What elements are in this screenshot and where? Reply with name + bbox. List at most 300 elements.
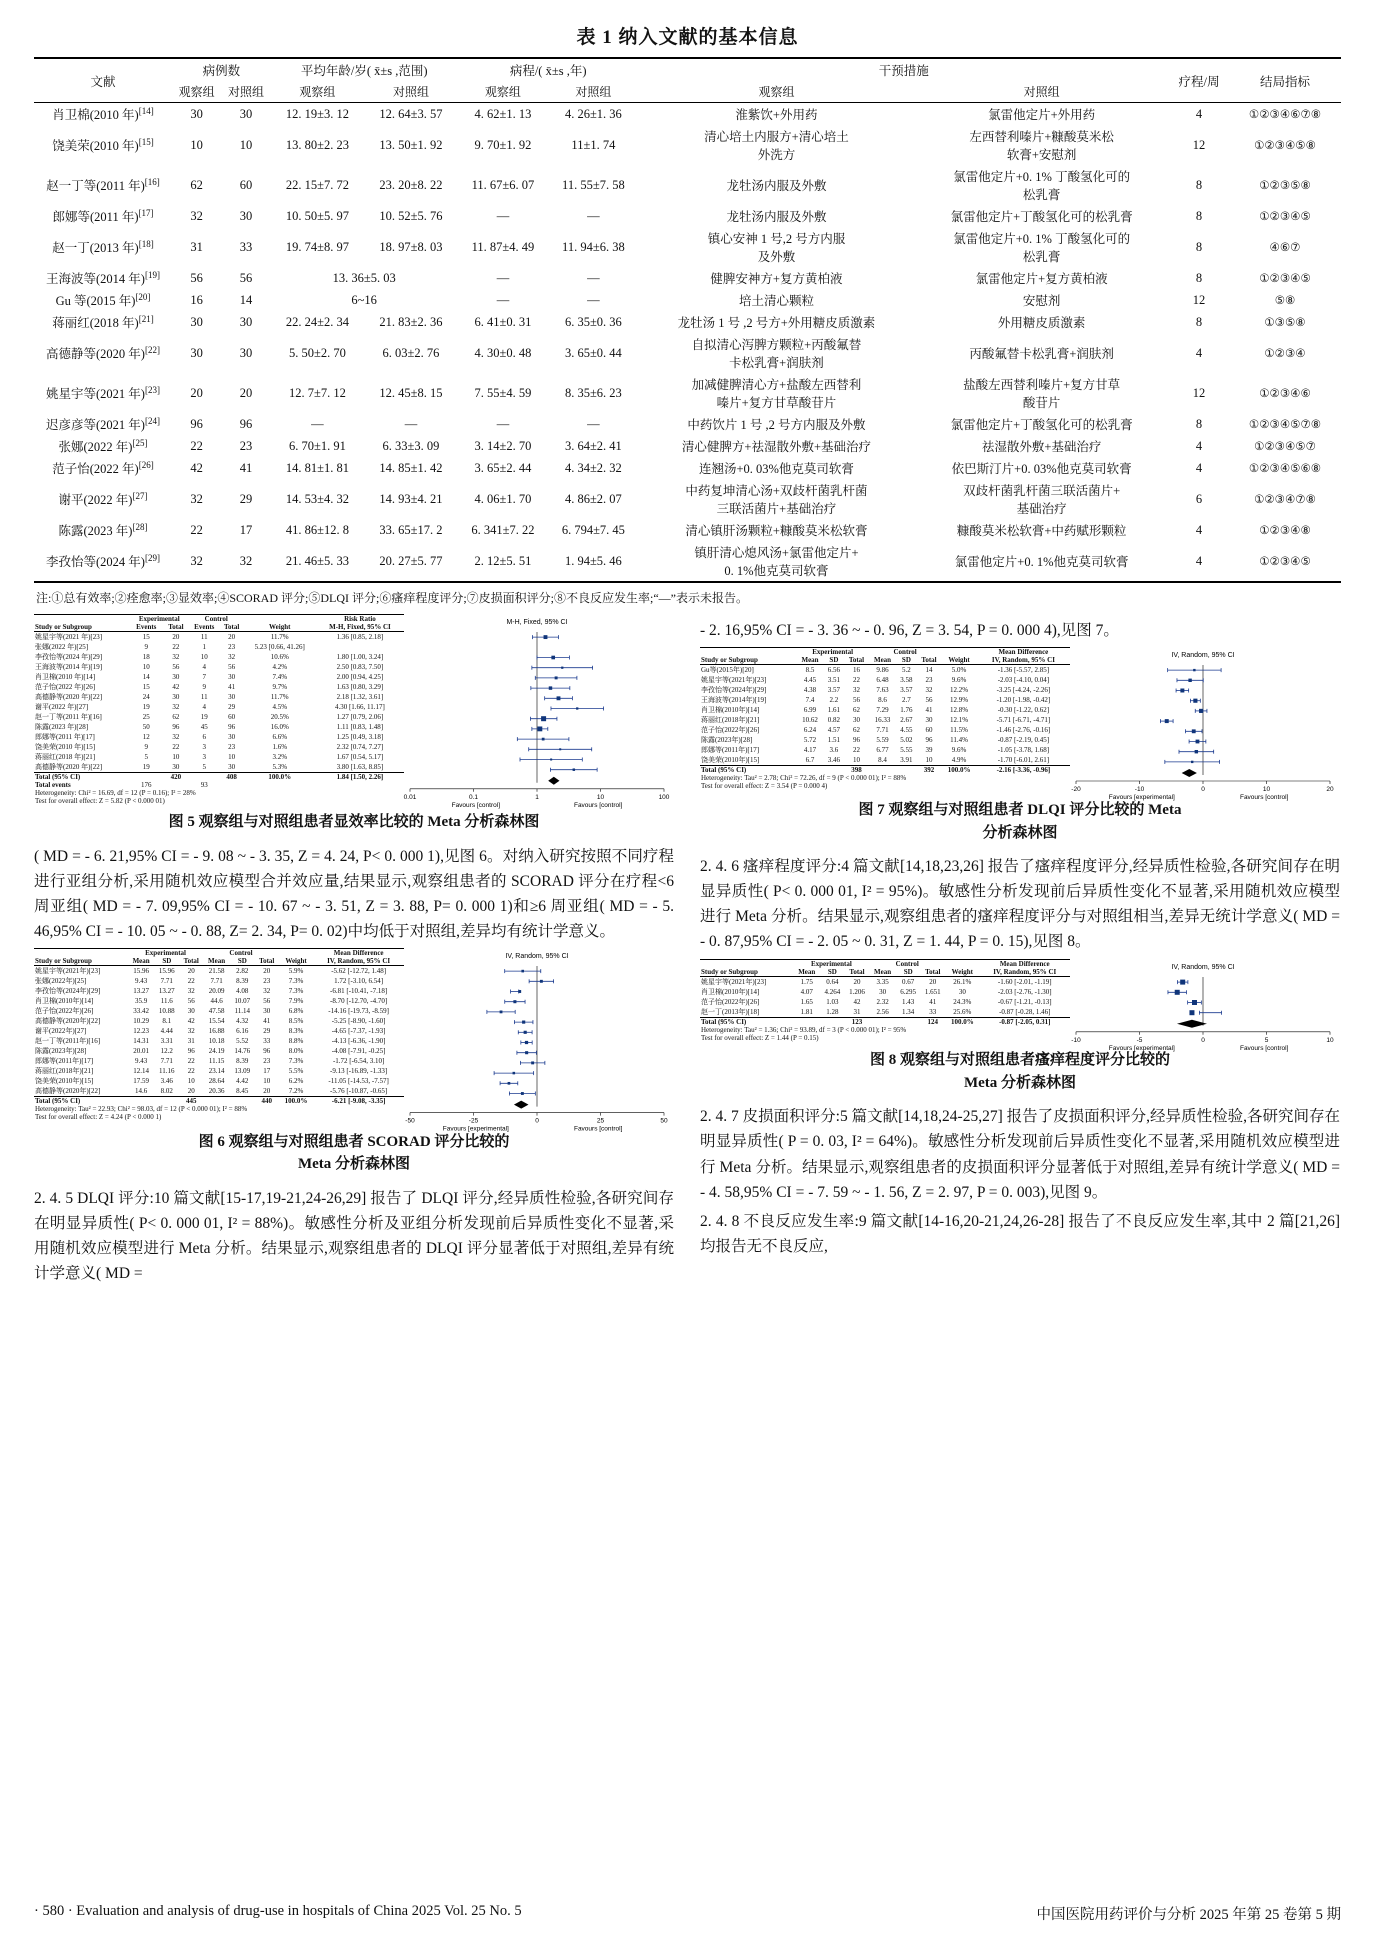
cell-n-obs: 96: [190, 416, 203, 431]
cell-reference: 赵一丁等(2011 年)[16]: [46, 176, 160, 193]
svg-text:0: 0: [1201, 786, 1205, 794]
svg-text:25: 25: [596, 1117, 605, 1125]
th-obs-n: 观察组: [178, 85, 215, 99]
th-ctl-age: 对照组: [392, 85, 429, 99]
section-2-4-6-pruritus: 2. 4. 6 瘙痒程度评分:4 篇文献[14,18,23,26] 报告了瘙痒程度评分,经异质性检验,各研究间存在明显异质性( P< 0. 000 01, I² = 95%)。敏感性分析发现前后异质性变化不显著,采用随机效应模型进行 Meta 分析。结果显示,观察组患者的瘙痒程度评分与对照组相当,差异无统计学意义( MD = - 0. 87,95% CI = - 2. 05 ~ 0. 31, Z = 1. 44, P = 0. 15),见图 8。: [700, 858, 1340, 951]
cell-n-obs: 32: [190, 553, 203, 568]
cell-n-ctl: 30: [239, 208, 253, 223]
table-row: [34, 479, 1341, 519]
cell-age-obs: 12. 7±7. 12: [288, 385, 346, 400]
th-obs-course: 观察组: [484, 85, 521, 99]
cell-age-obs: 14. 53±4. 32: [285, 491, 349, 506]
cell-n-ctl: 17: [239, 522, 253, 537]
svg-text:10: 10: [1262, 786, 1271, 794]
svg-text:0: 0: [535, 1117, 539, 1125]
cell-course-obs: —: [496, 270, 510, 285]
cell-reference: Gu 等(2015 年)[20]: [55, 291, 151, 308]
cell-n-ctl: 33: [239, 239, 253, 254]
figure-5-caption: 图 5 观察组与对照组患者显效率比较的 Meta 分析森林图: [168, 814, 540, 830]
cell-course-ctl: 11. 55±7. 58: [562, 177, 625, 192]
cell-outcomes: ①②③④⑤⑧: [1254, 140, 1316, 152]
cell-weeks: 4: [1195, 460, 1203, 475]
table-row: [34, 289, 1341, 311]
cell-reference: 郎娜等(2011 年)[17]: [52, 207, 154, 224]
cell-intervention-obs: 自拟清心泻脾方颗粒+丙酸氟替 卡松乳膏+润肤剂: [691, 338, 862, 370]
figure-6-caption: [34, 1131, 674, 1176]
svg-text:Favours [control]: Favours [control]: [1239, 1044, 1289, 1052]
forest-row: 张娜(2022 年)[25] 9 22 1 23 5.23 [0.66, 41.26]: [35, 643, 305, 651]
th-age: 平均年龄/岁( x̄±s ,范围): [300, 64, 428, 78]
cell-age-ctl: 20. 27±5. 77: [379, 553, 443, 568]
table-row: [34, 125, 1341, 165]
cell-age-ctl: 6. 33±3. 09: [382, 438, 440, 453]
th-ctl-int: 对照组: [1023, 85, 1060, 99]
cell-reference: 李孜怡等(2024 年)[29]: [46, 552, 160, 569]
cell-intervention-obs: 龙牡汤内服及外敷: [726, 210, 827, 224]
cell-intervention-ctl: 氯雷他定片+外用药: [988, 108, 1096, 122]
forest-row: 范子怡(2022年)[26] 33.42 10.88 30 47.58 11.14 30 6.8% -14.16 [-19.73, -8.59]: [35, 1006, 389, 1015]
paragraph-scorad-subgroup: ( MD = - 6. 21,95% CI = - 9. 08 ~ - 3. 35, Z = 4. 24, P< 0. 000 1),见图 6。对纳入研究按照不同疗程进行亚组分析,采用随机效应模型合并效应量,结果显示,观察组患者的 SCORAD 评分在疗程<6 周亚组( MD = - 7. 09,95% CI = - 10. 67 ~ - 3. 51, Z = 3. 88, P= 0. 000 1)和≥6 周亚组( MD = - 5. 46,95% CI = - 10. 05 ~ - 0. 88, Z= 2. 34, P= 0. 02)中均低于对照组,差异均有统计学意义。: [34, 847, 674, 940]
cell-age-ctl: 21. 83±2. 36: [379, 314, 443, 329]
forest-row: 高德静等(2020年)[22] 10.29 8.1 42 15.54 4.32 41 8.5% -5.25 [-8.90, -1.60]: [35, 1016, 386, 1025]
cell-weeks: 8: [1195, 270, 1203, 285]
figure-7-caption-line2: 分析森林图: [982, 824, 1058, 841]
cell-weeks: 8: [1195, 314, 1203, 329]
cell-intervention-obs: 中药复坤清心汤+双歧杆菌乳杆菌 三联活菌片+基础治疗: [685, 484, 868, 516]
cell-intervention-obs: 加减健脾清心方+盐酸左西替利 嗪片+复方甘草酸苷片: [691, 378, 862, 410]
cell-intervention-obs: 连翘汤+0. 03%他克莫司软膏: [698, 462, 854, 476]
forest-row: 饶美荣(2010年)[15] 6.7 3.46 10 8.4 3.91 10 4.9% -1.70 [-6.01, 2.61]: [701, 756, 1050, 765]
svg-text:-20: -20: [1071, 786, 1081, 794]
cell-weeks: 4: [1195, 106, 1203, 121]
figure-7-caption-line1: 图 7 观察组与对照组患者 DLQI 评分比较的 Meta: [858, 802, 1182, 819]
svg-text:IV, Random, 95% CI: IV, Random, 95% CI: [1171, 652, 1235, 660]
table-note: 注:①总有效率;②痊愈率;③显效率;④SCORAD 评分;⑤DLQI 评分;⑥瘙痒程度评分;⑦皮损面积评分;⑧不良反应发生率;“—”表示未报告。: [36, 591, 749, 605]
cell-intervention-obs: 清心培土内服方+清心培土 外洗方: [704, 130, 849, 162]
cell-n-obs: 30: [190, 106, 203, 121]
cell-outcomes: ①②③④⑤⑦: [1254, 441, 1316, 453]
cell-age-obs: 22. 15±7. 72: [285, 177, 349, 192]
cell-n-ctl: 23: [239, 438, 253, 453]
cell-age-ctl: 13. 50±1. 92: [379, 137, 443, 152]
cell-age-ctl: —: [404, 416, 418, 431]
cell-course-ctl: 4. 86±2. 07: [564, 491, 622, 506]
cell-course-obs: 3. 65±2. 44: [474, 460, 532, 475]
cell-weeks: 12: [1192, 292, 1206, 307]
svg-text:Favours [control]: Favours [control]: [573, 1125, 623, 1133]
table-row: [34, 205, 1341, 227]
cell-n-ctl: 29: [239, 491, 253, 506]
svg-text:Favours [experimental]: Favours [experimental]: [1108, 1044, 1175, 1052]
cell-course-ctl: 3. 64±2. 41: [564, 438, 622, 453]
svg-text:Favours [control]: Favours [control]: [1239, 794, 1289, 802]
cell-course-obs: 11. 87±4. 49: [471, 239, 535, 254]
forest-row: 范子怡(2022 年)[26] 15 42 9 41 9.7% 1.63 [0.80, 3.29]: [35, 683, 384, 691]
cell-n-ctl: 14: [239, 292, 253, 307]
cell-intervention-obs: 中药饮片 1 号 ,2 号方内服及外敷: [687, 418, 866, 432]
cell-outcomes: ④⑥⑦: [1269, 242, 1301, 254]
cell-age-obs: 14. 81±1. 81: [285, 460, 349, 475]
cell-intervention-ctl: 氯雷他定片+丁酸氢化可的松乳膏: [950, 210, 1133, 224]
cell-weeks: 4: [1195, 345, 1203, 360]
cell-weeks: 4: [1195, 522, 1203, 537]
svg-text:Favours [experimental]: Favours [experimental]: [1108, 794, 1175, 802]
table-section: [34, 22, 1341, 606]
footer-left: · 580 · Evaluation and analysis of drug-use in hospitals of China 2025 Vol. 25 No. 5: [34, 1903, 522, 1919]
cell-n-obs: 42: [190, 460, 203, 475]
cell-intervention-ctl: 依巴斯汀片+0. 03%他克莫司软膏: [951, 462, 1132, 476]
cell-n-obs: 32: [190, 491, 203, 506]
cell-age-obs: —: [311, 416, 324, 431]
forest-row: 范子怡(2022年)[26] 1.65 1.03 42 2.32 1.43 41 24.3% -0.67 [-1.21, -0.13]: [701, 997, 1052, 1006]
cell-weeks: 4: [1195, 553, 1203, 568]
table-row: [34, 227, 1341, 267]
table-row: [34, 457, 1341, 479]
svg-text:-5: -5: [1136, 1036, 1143, 1044]
svg-text:10: 10: [1326, 1036, 1334, 1044]
two-column-body: [34, 614, 1341, 1290]
forest-row: 肖卫棉(2010年)[14] 6.99 1.61 62 7.29 1.76 41 12.8% -0.30 [-1.22, 0.62]: [701, 706, 1050, 715]
cell-reference: 谢平(2022 年)[27]: [58, 490, 148, 507]
forest-row: 姚星宇等(2021年)[23] 15.96 15.96 20 21.58 2.82 20 5.9% -5.62 [-12.72, 1.48]: [35, 966, 387, 975]
cell-intervention-ctl: 双歧杆菌乳杆菌三联活菌片+ 基础治疗: [963, 484, 1121, 516]
cell-intervention-ctl: 祛湿散外敷+基础治疗: [981, 440, 1102, 454]
forest-row: 王海波等(2014 年)[19] 10 56 4 56 4.2% 2.50 [0.83, 7.50]: [35, 663, 384, 671]
figure-8-caption-line2: Meta 分析森林图: [963, 1074, 1077, 1091]
included-studies-table: [34, 57, 1341, 583]
cell-reference: 高德静等(2020 年)[22]: [46, 344, 160, 361]
cell-age-ctl: 18. 97±8. 03: [379, 239, 443, 254]
cell-intervention-obs: 镇肝清心熄风汤+氯雷他定片+ 0. 1%他克莫司软膏: [694, 546, 859, 578]
cell-outcomes: ①③⑤⑧: [1264, 317, 1306, 329]
cell-weeks: 8: [1195, 208, 1203, 223]
left-column: [34, 614, 674, 1290]
cell-age-obs: 6. 70±1. 91: [288, 438, 346, 453]
cell-weeks: 12: [1192, 385, 1206, 400]
cell-intervention-obs: 镇心安神 1 号,2 号方内服 及外敷: [707, 232, 846, 264]
table-header-row: [34, 58, 1341, 81]
cell-intervention-ctl: 氯雷他定片+0. 1% 丁酸氢化可的 松乳膏: [953, 170, 1131, 202]
cell-intervention-ctl: 外用糖皮质激素: [997, 316, 1086, 330]
svg-text:Favours [experimental]: Favours [experimental]: [442, 1125, 509, 1133]
cell-outcomes: ①②③④⑤⑥⑧: [1248, 463, 1322, 475]
cell-outcomes: ⑤⑧: [1274, 295, 1296, 307]
svg-text:0.01: 0.01: [403, 793, 417, 801]
svg-text:Favours [control]: Favours [control]: [451, 801, 501, 809]
cell-n-obs: 32: [190, 208, 203, 223]
cell-course-ctl: 4. 26±1. 36: [564, 106, 622, 121]
th-course: 病程/( x̄±s ,年): [509, 64, 587, 78]
forest-row: 张娜(2022年)[25] 9.43 7.71 22 7.71 8.39 23 7.3% 1.72 [-3.10, 6.54]: [35, 976, 384, 985]
th-ctl-n: 对照组: [227, 85, 264, 99]
cell-course-obs: 4. 06±1. 70: [474, 491, 532, 506]
cell-age: 6~16: [351, 292, 377, 307]
footer-right: 中国医院用药评价与分析 2025 年第 25 卷第 5 期: [1036, 1907, 1341, 1923]
cell-course-obs: —: [496, 208, 510, 223]
forest-plot-graphic: [1070, 961, 1336, 1052]
forest-row: 陈露(2023 年)[28] 50 96 45 96 16.0% 1.11 [0.83, 1.48]: [35, 723, 384, 731]
section-2-4-7-lesion-area: 2. 4. 7 皮损面积评分:5 篇文献[14,18,24-25,27] 报告了皮损面积评分,经异质性检验,各研究间存在明显异质性( P = 0. 03, I² = 64%)。敏感性分析发现前后异质性变化不显著,采用随机效应模型进行 Meta 分析。结果显示,观察组患者的皮损面积评分显著低于对照组,差异有统计学意义( MD = - 4. 58,95% CI = - 7. 59 ~ - 1. 56, Z = 2. 97, P = 0. 003),见图 9。: [700, 1108, 1340, 1201]
cell-intervention-ctl: 氯雷他定片+0. 1%他克莫司软膏: [954, 555, 1129, 569]
forest-row: 赵一丁等(2011年)[16] 14.31 3.31 31 10.18 5.52 33 8.8% -4.13 [-6.36, -1.90]: [35, 1036, 386, 1045]
figure-8-caption-line1: 图 8 观察组与对照组患者瘙痒程度评分比较的: [869, 1052, 1170, 1069]
svg-text:-10: -10: [1134, 786, 1145, 794]
svg-text:20: 20: [1326, 786, 1334, 794]
cell-course-ctl: 6. 35±0. 36: [564, 314, 622, 329]
cell-outcomes: ①②③⑤⑧: [1259, 180, 1311, 192]
cell-age: 13. 36±5. 03: [332, 270, 396, 285]
cell-reference: 迟彦彦等(2021 年)[24]: [46, 415, 160, 432]
cell-course-obs: 4. 62±1. 13: [474, 106, 532, 121]
svg-text:0.1: 0.1: [468, 793, 479, 801]
cell-course-obs: 7. 55±4. 59: [474, 385, 532, 400]
table-row: [34, 519, 1341, 541]
cell-intervention-ctl: 盐酸左西替利嗪片+复方甘草 酸苷片: [963, 378, 1121, 410]
table-row: [34, 435, 1341, 457]
th-ctl-course: 对照组: [575, 85, 612, 99]
cell-course-ctl: 8. 35±6. 23: [564, 385, 622, 400]
figure-6-caption-line2: Meta 分析森林图: [297, 1156, 411, 1173]
cell-reference: 陈露(2023 年)[28]: [58, 521, 148, 538]
cell-course-ctl: —: [587, 208, 600, 223]
cell-outcomes: ①②③④⑦⑧: [1254, 494, 1316, 506]
forest-row: 谢平(2022 年)[27] 19 32 4 29 4.5% 4.30 [1.66, 11.17]: [35, 703, 385, 711]
cell-course-ctl: 6. 794±7. 45: [561, 522, 625, 537]
cell-course-ctl: —: [587, 270, 600, 285]
forest-row: 郎娜等(2011年)[17] 4.17 3.6 22 6.77 5.55 39 9.6% -1.05 [-3.78, 1.68]: [701, 746, 1050, 755]
cell-age-obs: 19. 74±8. 97: [285, 239, 349, 254]
cell-outcomes: ①②③④⑧: [1259, 525, 1311, 537]
forest-row: 郎娜等(2011 年)[17] 12 32 6 30 6.6% 1.25 [0.49, 3.18]: [35, 733, 384, 741]
cell-reference: 范子怡(2022 年)[26]: [52, 459, 154, 476]
cell-intervention-obs: 清心健脾方+祛湿散外敷+基础治疗: [681, 440, 872, 454]
cell-outcomes: ①②③④⑤: [1259, 556, 1311, 568]
svg-text:M-H, Fixed, 95% CI: M-H, Fixed, 95% CI: [506, 619, 568, 626]
forest-row: 姚星宇等(2021 年)[23] 15 20 11 20 11.7% 1.36 [0.85, 2.18]: [35, 633, 384, 641]
table-title: 表 1 纳入文献的基本信息: [576, 27, 799, 48]
forest-row: 高德静等(2020 年)[22] 24 30 11 30 11.7% 2.18 [1.32, 3.61]: [35, 693, 384, 701]
table-row: [34, 267, 1341, 289]
cell-weeks: 8: [1195, 239, 1203, 254]
cell-age-ctl: 14. 85±1. 42: [379, 460, 443, 475]
cell-n-ctl: 32: [239, 553, 253, 568]
table-row: [34, 165, 1341, 205]
forest-row: 饶美荣(2010 年)[15] 9 22 3 23 1.6% 2.32 [0.74, 7.27]: [35, 743, 384, 751]
svg-text:Favours [control]: Favours [control]: [573, 801, 623, 809]
cell-weeks: 12: [1192, 137, 1206, 152]
cell-age-ctl: 12. 45±8. 15: [379, 385, 443, 400]
cell-n-obs: 30: [190, 314, 203, 329]
cell-n-obs: 22: [190, 522, 203, 537]
cell-reference: 肖卫棉(2010 年)[14]: [52, 105, 154, 122]
forest-row: 李孜怡等(2024年)[29] 13.27 13.27 32 20.09 4.08 32 7.3% -6.81 [-10.41, -7.18]: [35, 986, 388, 995]
cell-weeks: 4: [1195, 438, 1203, 453]
cell-reference: 蒋丽红(2018 年)[21]: [52, 313, 154, 330]
forest-row: 郎娜等(2011年)[17] 9.43 7.71 22 11.15 8.39 23 7.3% -1.72 [-6.54, 3.10]: [35, 1056, 385, 1065]
forest-row: 陈露(2023年)[28] 5.72 1.51 96 5.59 5.02 96 11.4% -0.87 [-2.19, 0.45]: [701, 736, 1050, 745]
cell-outcomes: ①②③④⑤: [1259, 211, 1311, 223]
cell-outcomes: ①②③④⑥: [1259, 388, 1311, 400]
cell-age-ctl: 33. 65±17. 2: [379, 522, 443, 537]
cell-n-obs: 56: [190, 270, 203, 285]
cell-course-obs: —: [496, 292, 510, 307]
cell-outcomes: ①②③④⑤⑦⑧: [1248, 419, 1322, 431]
paragraph-dlqi-result: - 2. 16,95% CI = - 3. 36 ~ - 0. 96, Z = 3. 54, P = 0. 000 4),见图 7。: [700, 622, 1119, 639]
cell-n-obs: 10: [190, 137, 203, 152]
th-ref: 文献: [90, 74, 116, 89]
figure-8-forest-plot: Experimental Control Mean Difference Study or Subgroup Mean SD Total Mean SD Total Weight IV, Random, 95% CI 姚星宇等(2021年)[23] 1.75 0.64 20 3.35 0.67 20 26.1% -1.60 [-2.01, -1.19] 肖卫棉(2010年)[14] 4.07 4.264 1.206 30 6.295 1.651 30 -2.03 [-2.76, -1.30] 范子怡(2022年)[26] 1.65 1.03 42 2.32 1.43 41 24.3% -0.67 [-1.21, -0.13] 赵一丁(2013年)[18] 1.81 1.28 31 2.56 1.34 33 25.6% -0.87 [-0.28, 1.46] Total (95% CI) 123 124 100.0% -0.87 [-2.05, 0.31] Heterogeneity: Tau² = 1.36; Chi² = 93.89, df = 3 (P < 0.000 01); I² = 95% Test for overall effect: Z = 1.44 (P = 0.15) IV, Random, 95% CI -10 -5 0 5 10 Favours [experimental] Favours [control]: [700, 959, 1340, 1044]
forest-row: 陈露(2023年)[28] 20.01 12.2 96 24.19 14.76 96 8.0% -4.08 [-7.91, -0.25]: [35, 1046, 386, 1055]
cell-n-ctl: 60: [239, 177, 253, 192]
cell-n-obs: 31: [190, 239, 203, 254]
cell-age-ctl: 23. 20±8. 22: [379, 177, 443, 192]
svg-text:1: 1: [535, 793, 539, 801]
forest-plot-graphic: [404, 950, 670, 1133]
forest-row: 饶美荣(2010年)[15] 17.59 3.46 10 28.64 4.42 10 6.2% -11.05 [-14.53, -7.57]: [35, 1076, 389, 1085]
forest-row: 赵一丁等(2011 年)[16] 25 62 19 60 20.5% 1.27 [0.79, 2.06]: [35, 713, 384, 721]
cell-n-obs: 22: [190, 438, 203, 453]
cell-course-obs: 6. 341±7. 22: [471, 522, 535, 537]
cell-course-obs: 4. 30±0. 48: [474, 345, 532, 360]
section-2-4-8-adverse-events: 2. 4. 8 不良反应发生率:9 篇文献[14-16,20-21,24,26-28] 报告了不良反应发生率,其中 2 篇[21,26] 均报告无不良反应,: [700, 1212, 1340, 1255]
page-footer: [34, 1903, 1341, 1924]
forest-row: 肖卫棉(2010 年)[14] 14 30 7 30 7.4% 2.00 [0.94, 4.25]: [35, 673, 384, 681]
cell-intervention-ctl: 左西替利嗪片+糠酸莫米松 软膏+安慰剂: [969, 130, 1114, 162]
forest-plot-graphic: [1070, 649, 1336, 802]
forest-row: 姚星宇等(2021年)[23] 1.75 0.64 20 3.35 0.67 20 26.1% -1.60 [-2.01, -1.19]: [701, 977, 1052, 986]
forest-row: Gu等(2015年)[20] 8.5 6.56 16 9.86 5.2 14 5.0% -1.36 [-5.57, 2.85]: [701, 666, 1050, 675]
cell-intervention-obs: 龙牡汤内服及外敷: [726, 179, 827, 193]
figure-5-forest-plot: Experimental Control Risk Ratio Study or Subgroup Events Total Events Total Weight M-H, Fixed, 95% CI 姚星宇等(2021 年)[23] 15 20 11 20 11.7% 1.36 [0.85, 2.18] 张娜(2022 年)[25] 9 22 1 23 5.23 [0.66, 41.26] 李孜怡等(2024 年)[29] 18 32 10 32 10.6% 1.80 [1.00, 3.24] 王海波等(2014 年)[19] 10 56 4 56 4.2% 2.50 [0.83, 7.50] 肖卫棉(2010 年)[14] 14 30 7 30 7.4% 2.00 [0.94, 4.25] 范子怡(2022 年)[26] 15 42 9 41 9.7% 1.63 [0.80, 3.29] 高德静等(2020 年)[22] 24 30 11 30 11.7% 2.18 [1.32, 3.61] 谢平(2022 年)[27] 19 32 4 29 4.5% 4.30 [1.66, 11.17] 赵一丁等(2011 年)[16] 25 62 19 60 20.5% 1.27 [0.79, 2.06] 陈露(2023 年)[28] 50 96 45 96 16.0% 1.11 [0.83, 1.48] 郎娜等(2011 年)[17] 12 32 6 30 6.6% 1.25 [0.49, 3.18] 饶美荣(2010 年)[15] 9 22 3 23 1.6% 2.32 [0.74, 7.27] 蒋丽红(2018 年)[21] 5 10 3 10 3.2% 1.67 [0.54, 5.17] 高德静等(2020 年)[22] 19 30 5 30 5.3% 3.80 [1.63, 8.85] Total (95% CI) 420 408 100.0% 1.84 [1.50, 2.26] Total events 176 93 Heterogeneity: Chi² = 16.69, df = 12 (P = 0.16); I² = 28% Test for overall effect: Z = 5.82 (P < 0.000 01) M-H, Fixed, 95% CI 0.01 0.1 1 10 100 Favours [control] Favours [control]: [34, 614, 674, 805]
forest-row: 范子怡(2022年)[26] 6.24 4.57 62 7.71 4.55 60 11.5% -1.46 [-2.76, -0.16]: [701, 726, 1051, 735]
cell-weeks: 6: [1195, 491, 1203, 506]
section-2-4-5-dlqi: 2. 4. 5 DLQI 评分:10 篇文献[15-17,19-21,24-26,29] 报告了 DLQI 评分,经异质性检验,各研究间存在明显异质性( P< 0. 000 01, I² = 88%)。敏感性分析及亚组分析发现前后异质性变化不显著,采用随机效应模型进行 Meta 分析。结果显示,观察组患者的 DLQI 评分显著低于对照组,差异有统计学意义( MD =: [34, 1189, 674, 1282]
forest-row: 李孜怡等(2024年)[29] 4.38 3.57 32 7.63 3.57 32 12.2% -3.25 [-4.24, -2.26]: [701, 686, 1051, 695]
forest-row: 蒋丽红(2018年)[21] 10.62 0.82 30 16.33 2.67 30 12.1% -5.71 [-6.71, -4.71]: [701, 716, 1051, 725]
right-column: [700, 614, 1340, 1290]
forest-row: 蒋丽红(2018年)[21] 12.14 11.16 22 23.14 13.09 17 5.5% -9.13 [-16.89, -1.33]: [35, 1066, 388, 1075]
cell-n-ctl: 96: [239, 416, 253, 431]
th-obs-int: 观察组: [758, 85, 795, 99]
cell-age-obs: 22. 24±2. 34: [285, 314, 349, 329]
cell-intervention-ctl: 氯雷他定片+0. 1% 丁酸氢化可的 松乳膏: [953, 232, 1131, 264]
cell-age-obs: 41. 86±12. 8: [285, 522, 349, 537]
cell-course-ctl: 11. 94±6. 38: [562, 239, 625, 254]
cell-reference: 王海波等(2014 年)[19]: [46, 269, 160, 286]
cell-age-obs: 12. 19±3. 12: [285, 106, 349, 121]
cell-course-ctl: 1. 94±5. 46: [564, 553, 622, 568]
cell-intervention-ctl: 丙酸氟替卡松乳膏+润肤剂: [969, 347, 1114, 361]
cell-weeks: 8: [1195, 177, 1203, 192]
cell-age-obs: 5. 50±2. 70: [288, 345, 346, 360]
table-row: [34, 311, 1341, 333]
th-intervention: 干预措施: [878, 64, 929, 78]
svg-text:0: 0: [1201, 1036, 1205, 1044]
table-row: [34, 541, 1341, 582]
cell-n-ctl: 41: [239, 460, 253, 475]
figure-6-caption-line1: 图 6 观察组与对照组患者 SCORAD 评分比较的: [198, 1133, 510, 1150]
forest-row: 王海波等(2014年)[19] 7.4 2.2 56 8.6 2.7 56 12.9% -1.20 [-1.98, -0.42]: [701, 696, 1051, 705]
cell-intervention-ctl: 氯雷他定片+丁酸氢化可的松乳膏: [950, 418, 1133, 432]
cell-course-obs: 11. 67±6. 07: [471, 177, 535, 192]
cell-course-ctl: 4. 34±2. 32: [564, 460, 622, 475]
cell-course-obs: 3. 14±2. 70: [474, 438, 532, 453]
cell-n-obs: 16: [190, 292, 203, 307]
cell-intervention-ctl: 氯雷他定片+复方黄柏液: [975, 272, 1108, 286]
forest-row: 李孜怡等(2024 年)[29] 18 32 10 32 10.6% 1.80 [1.00, 3.24]: [35, 653, 384, 661]
cell-intervention-obs: 培土清心颗粒: [738, 294, 814, 308]
cell-n-ctl: 30: [239, 106, 253, 121]
cell-intervention-obs: 龙牡汤 1 号 ,2 号方+外用糖皮质激素: [677, 316, 876, 330]
table-row: [34, 103, 1341, 126]
th-obs-age: 观察组: [299, 85, 336, 99]
cell-n-obs: 30: [190, 345, 203, 360]
svg-text:-25: -25: [468, 1117, 479, 1125]
table-body: [34, 103, 1341, 583]
forest-row: 谢平(2022年)[27] 12.23 4.44 32 16.88 6.16 29 8.3% -4.65 [-7.37, -1.93]: [35, 1026, 386, 1035]
cell-age-ctl: 10. 52±5. 76: [379, 208, 443, 223]
cell-course-ctl: 3. 65±0. 44: [564, 345, 622, 360]
cell-age-obs: 21. 46±5. 33: [285, 553, 349, 568]
cell-intervention-obs: 清心镇肝汤颗粒+糠酸莫米松软膏: [685, 524, 868, 538]
cell-course-obs: 9. 70±1. 92: [474, 137, 532, 152]
cell-intervention-obs: 淮紫饮+外用药: [735, 108, 818, 122]
th-outcome: 结局指标: [1259, 74, 1310, 89]
svg-text:50: 50: [660, 1117, 668, 1125]
forest-plot-graphic: [403, 616, 670, 809]
cell-course-ctl: —: [587, 416, 600, 431]
cell-course-obs: —: [496, 416, 510, 431]
svg-text:-50: -50: [405, 1117, 415, 1125]
cell-reference: 赵一丁(2013 年)[18]: [52, 238, 154, 255]
svg-text:100: 100: [658, 793, 670, 801]
cell-age-ctl: 14. 93±4. 21: [379, 491, 443, 506]
cell-course-ctl: —: [587, 292, 600, 307]
cell-age-ctl: 6. 03±2. 76: [382, 345, 440, 360]
figure-6-forest-plot: Experimental Control Mean Difference Study or Subgroup Mean SD Total Mean SD Total Weight IV, Random, 95% CI 姚星宇等(2021年)[23] 15.96 15.96 20 21.58 2.82 20 5.9% -5.62 [-12.72, 1.48] 张娜(2022年)[25] 9.43 7.71 22 7.71 8.39 23 7.3% 1.72 [-3.10, 6.54] 李孜怡等(2024年)[29] 13.27 13.27 32 20.09 4.08 32 7.3% -6.81 [-10.41, -7.18] 肖卫棉(2010年)[14] 35.9 11.6 56 44.6 10.07 56 7.9% -8.70 [-12.70, -4.70] 范子怡(2022年)[26] 33.42 10.88 30 47.58 11.14 30 6.8% -14.16 [-19.73, -8.59] 高德静等(2020年)[22] 10.29 8.1 42 15.54 4.32 41 8.5% -5.25 [-8.90, -1.60] 谢平(2022年)[27] 12.23 4.44 32 16.88 6.16 29 8.3% -4.65 [-7.37, -1.93] 赵一丁等(2011年)[16] 14.31 3.31 31 10.18 5.52 33 8.8% -4.13 [-6.36, -1.90] 陈露(2023年)[28] 20.01 12.2 96 24.19 14.76 96 8.0% -4.08 [-7.91, -0.25] 郎娜等(2011年)[17] 9.43 7.71 22 11.15 8.39 23 7.3% -1.72 [-6.54, 3.10] 蒋丽红(2018年)[21] 12.14 11.16 22 23.14 13.09 17 5.5% -9.13 [-16.89, -1.33] 饶美荣(2010年)[15] 17.59 3.46 10 28.64 4.42 10 6.2% -11.05 [-14.53, -7.57] 高德静等(2020年)[22] 14.6 8.02 20 20.36 8.45 20 7.2% -5.76 [-10.87, -0.65] Total (95% CI) 445 440 100.0% -6.21 [-9.08, -3.35] Heterogeneity: Tau² = 22.93; Chi² = 98.03, df = 12 (P < 0.000 01); I² = 88% Test for overall effect: Z = 4.24 (P < 0.000 1) IV, Random, 95% CI -50 -25 0 25 50 Favours [experimental] Favours [control]: [34, 948, 674, 1125]
forest-row: 高德静等(2020 年)[22] 19 30 5 30 5.3% 3.80 [1.63, 8.85]: [35, 763, 384, 771]
cell-n-ctl: 30: [239, 345, 253, 360]
th-weeks: 疗程/周: [1178, 74, 1220, 89]
cell-intervention-ctl: 安慰剂: [1022, 294, 1061, 308]
cell-outcomes: ①②③④: [1264, 348, 1306, 360]
forest-row: 肖卫棉(2010年)[14] 4.07 4.264 1.206 30 6.295 1.651 30 -2.03 [-2.76, -1.30]: [701, 987, 1052, 996]
forest-row: 姚星宇等(2021年)[23] 4.45 3.51 22 6.48 3.58 23 9.6% -2.03 [-4.10, 0.04]: [701, 676, 1050, 685]
cell-intervention-obs: 健脾安神方+复方黄柏液: [710, 272, 843, 286]
svg-text:-10: -10: [1071, 1036, 1081, 1044]
cell-n-ctl: 20: [239, 385, 253, 400]
cell-weeks: 8: [1195, 416, 1203, 431]
cell-age-ctl: 12. 64±3. 57: [379, 106, 443, 121]
forest-row: 肖卫棉(2010年)[14] 35.9 11.6 56 44.6 10.07 56 7.9% -8.70 [-12.70, -4.70]: [35, 996, 388, 1005]
cell-outcomes: ①②③④⑤: [1259, 273, 1311, 285]
svg-text:10: 10: [596, 793, 605, 801]
cell-reference: 姚星宇等(2021 年)[23]: [46, 384, 160, 401]
cell-intervention-ctl: 糠酸莫米松软膏+中药赋形颗粒: [956, 524, 1127, 538]
svg-text:5: 5: [1264, 1036, 1269, 1044]
cell-course-obs: 2. 12±5. 51: [474, 553, 532, 568]
svg-text:IV, Random, 95% CI: IV, Random, 95% CI: [505, 952, 569, 960]
figure-7-forest-plot: Experimental Control Mean Difference Study or Subgroup Mean SD Total Mean SD Total Weight IV, Random, 95% CI Gu等(2015年)[20] 8.5 6.56 16 9.86 5.2 14 5.0% -1.36 [-5.57, 2.85] 姚星宇等(2021年)[23] 4.45 3.51 22 6.48 3.58 23 9.6% -2.03 [-4.10, 0.04] 李孜怡等(2024年)[29] 4.38 3.57 32 7.63 3.57 32 12.2% -3.25 [-4.24, -2.26] 王海波等(2014年)[19] 7.4 2.2 56 8.6 2.7 56 12.9% -1.20 [-1.98, -0.42] 肖卫棉(2010年)[14] 6.99 1.61 62 7.29 1.76 41 12.8% -0.30 [-1.22, 0.62] 蒋丽红(2018年)[21] 10.62 0.82 30 16.33 2.67 30 12.1% -5.71 [-6.71, -4.71] 范子怡(2022年)[26] 6.24 4.57 62 7.71 4.55 60 11.5% -1.46 [-2.76, -0.16] 陈露(2023年)[28] 5.72 1.51 96 5.59 5.02 96 11.4% -0.87 [-2.19, 0.45] 郎娜等(2011年)[17] 4.17 3.6 22 6.77 5.55 39 9.6% -1.05 [-3.78, 1.68] 饶美荣(2010年)[15] 6.7 3.46 10 8.4 3.91 10 4.9% -1.70 [-6.01, 2.61] Total (95% CI) 398 392 100.0% -2.16 [-3.36, -0.96] Heterogeneity: Tau² = 2.78; Chi² = 72.26, df = 9 (P < 0.000 01); I² = 88% Test for overall effect: Z = 3.54 (P = 0.000 4) IV, Random, 95% CI -20 -10 0 10 20 Favours [experimental] Favours [control]: [700, 647, 1340, 793]
cell-outcomes: ①②③④⑥⑦⑧: [1248, 109, 1322, 121]
cell-n-ctl: 10: [239, 137, 253, 152]
cell-n-obs: 20: [190, 385, 203, 400]
cell-n-obs: 62: [190, 177, 203, 192]
cell-reference: 饶美荣(2010 年)[15]: [52, 136, 154, 153]
svg-text:IV, Random, 95% CI: IV, Random, 95% CI: [1171, 963, 1235, 971]
forest-row: 高德静等(2020年)[22] 14.6 8.02 20 20.36 8.45 20 7.2% -5.76 [-10.87, -0.65]: [35, 1086, 388, 1095]
forest-row: 赵一丁(2013年)[18] 1.81 1.28 31 2.56 1.34 33 25.6% -0.87 [-0.28, 1.46]: [701, 1007, 1051, 1016]
